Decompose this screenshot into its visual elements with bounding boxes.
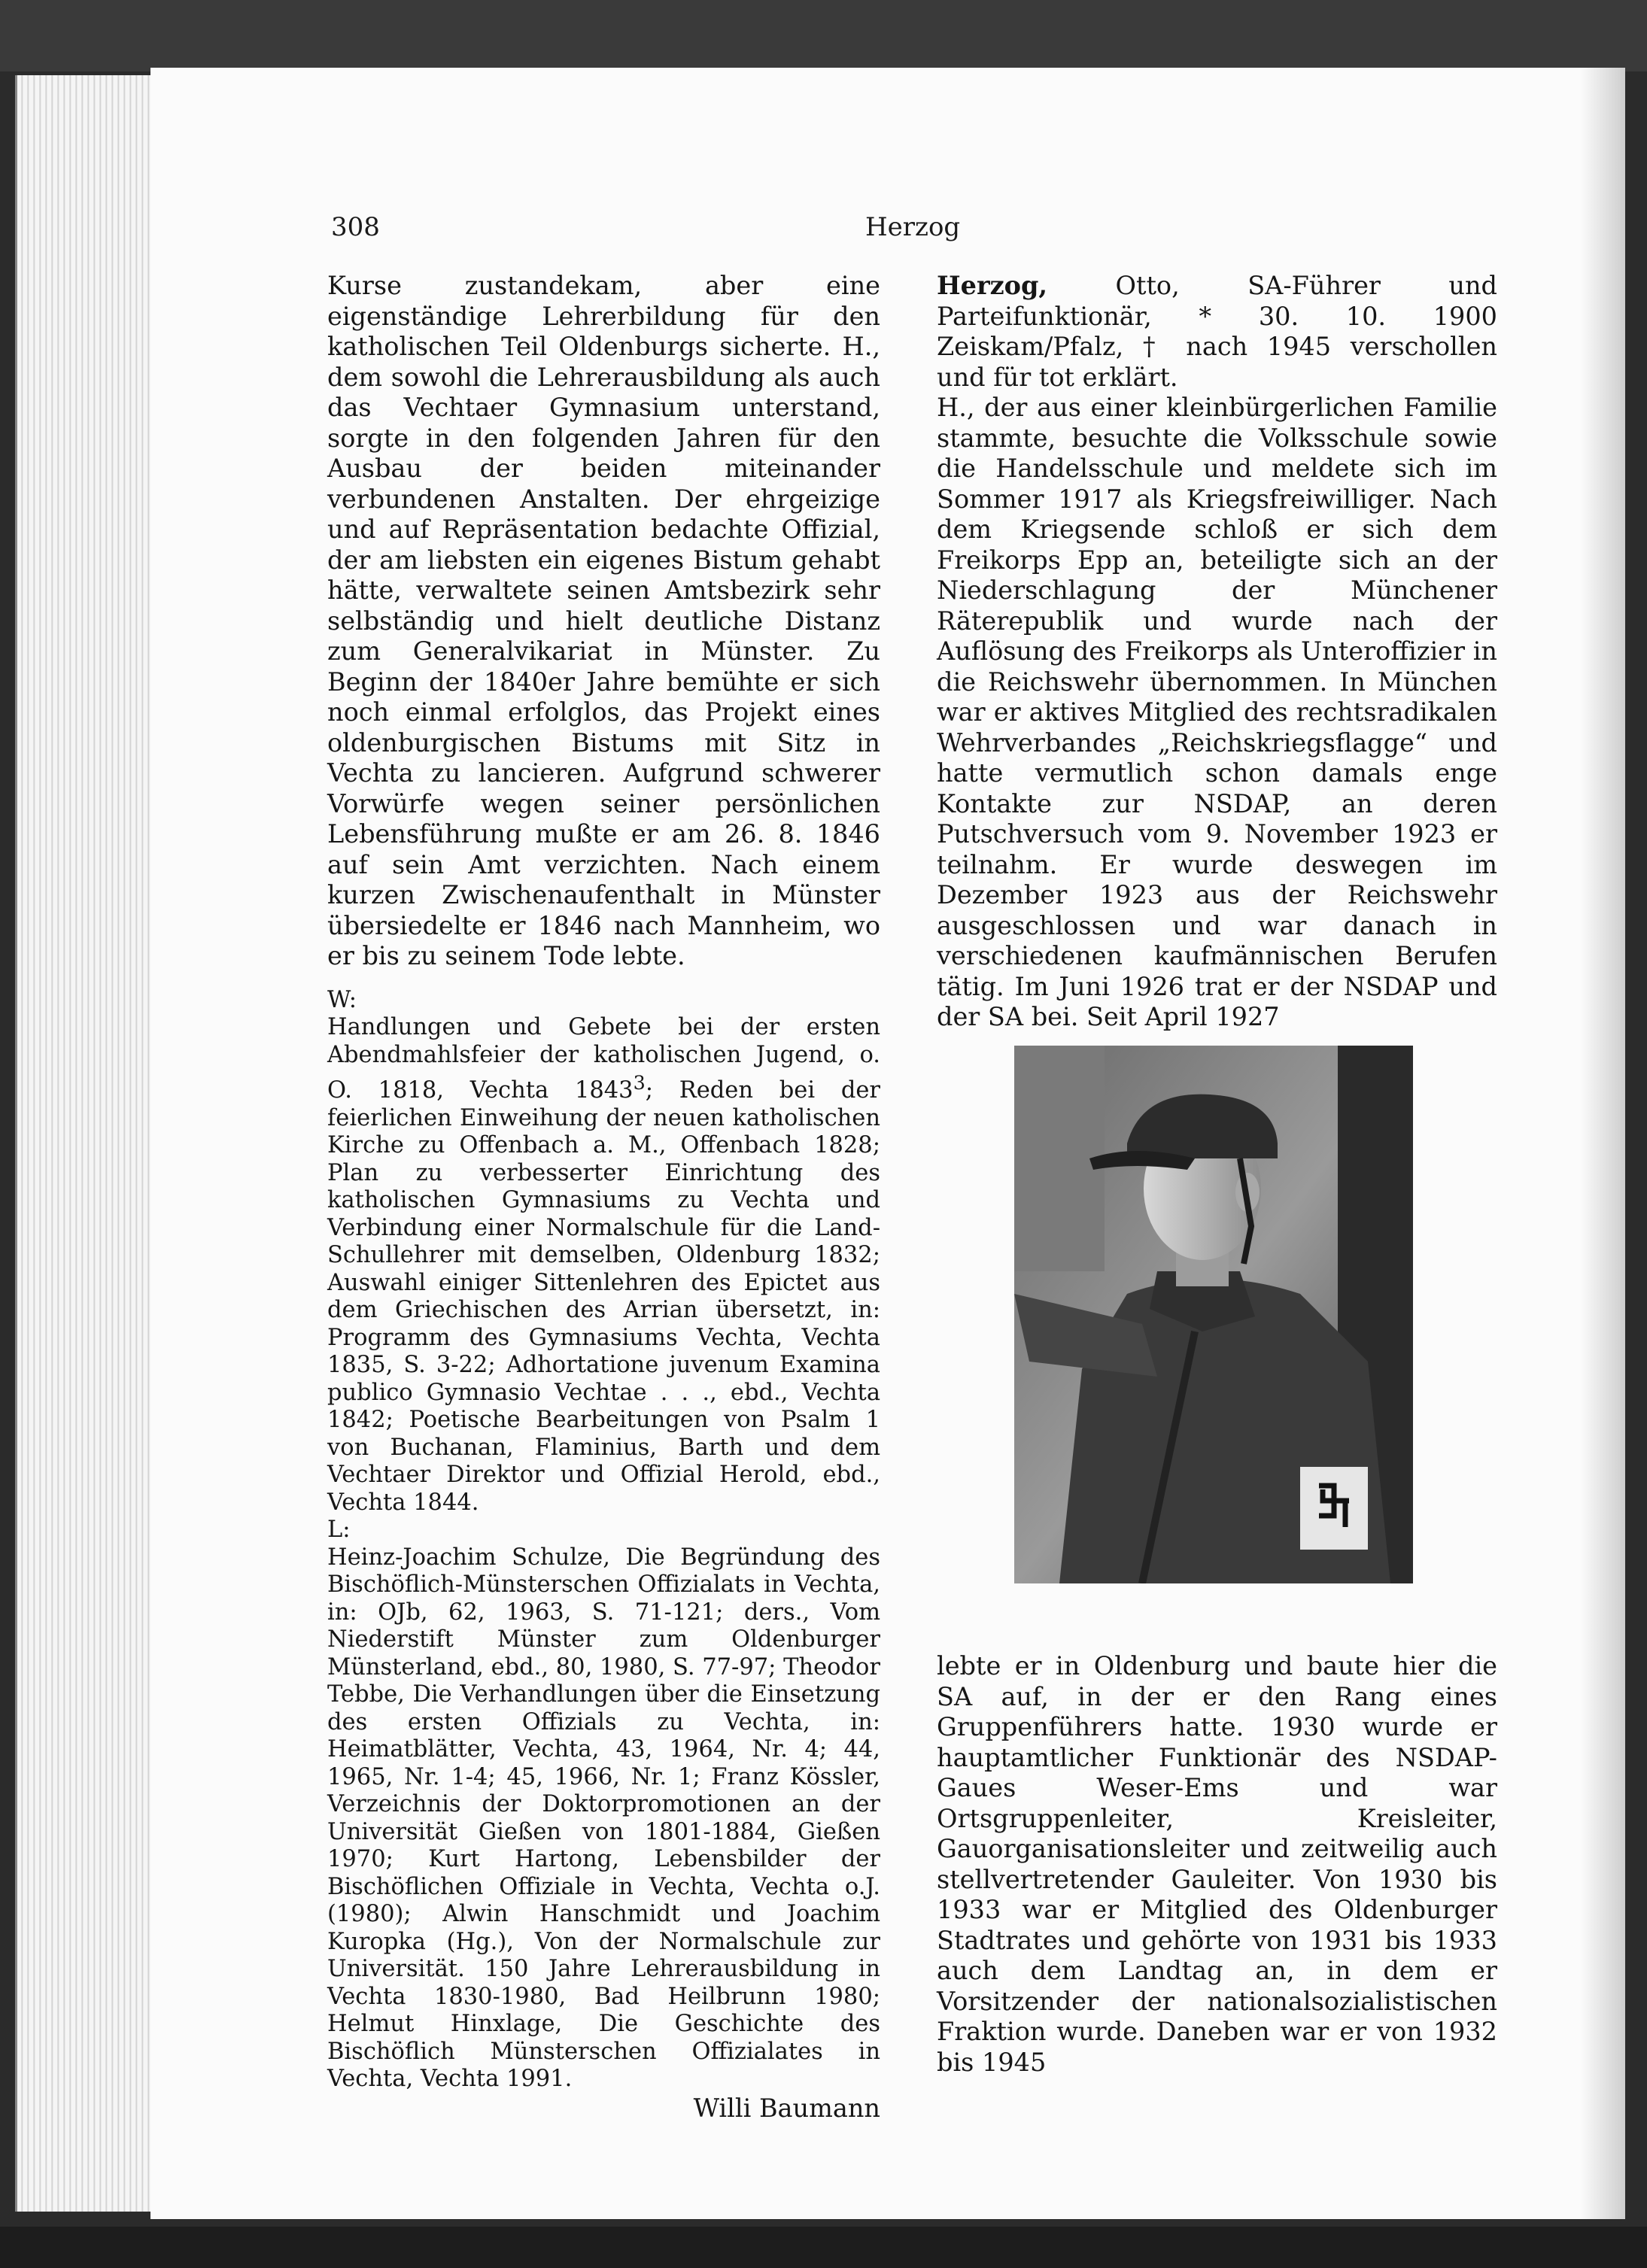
edition-superscript: 3 xyxy=(633,1071,646,1094)
left-column xyxy=(327,271,880,2124)
portrait-photo-image xyxy=(1014,1046,1413,1583)
entry-header xyxy=(937,271,1497,393)
page-gutter-shadow xyxy=(1580,68,1625,2219)
literature-list: Heinz-Joachim Schulze, Die Begründung des Bischöflich-Münsterschen Offizialats in Vechta, in: OJb, 62, 1963, S. 71-121; ders., Vom Niederstift Münster zum Oldenburger Münsterland, ebd., 80, 1980, S. 77-97; Theodor Tebbe, Die Verhandlungen über die Einsetzung des ersten Offizials zu Vechta, in: Heimatblätter, Vechta, 43, 1964, Nr. 4; 44, 1965, Nr. 1-4; 45, 1966, Nr. 1; Franz Kössler, Verzeichnis der Doktorpromotionen an der Universität Gießen von 1801-1884, Gießen 1970; Kurt Hartong, Lebensbilder der Bischöflichen Offiziale in Vechta, Vechta o.J. (1980); Alwin Hanschmidt und Joachim Kuropka (Hg.), Von der Normalschule zur Universität. 150 Jahre Lehrerausbildung in Vechta 1830-1980, Bad Heilbrunn 1980; Helmut Hinxlage, Die Geschichte des Bischöflich Münsterschen Offizialates in Vechta, Vechta 1991. xyxy=(327,1544,880,2093)
entry-intro: Otto, SA-Führer und Parteifunktionär, * 30. 10. 1900 Zeiskam/Pfalz, † nach 1945 verschollen und für tot erklärt. xyxy=(937,271,1497,392)
works-label: W: xyxy=(327,986,357,1013)
portrait-photo xyxy=(1014,1046,1413,1583)
entry-paragraph: Kurse zustandekam, aber eine eigenständige Lehrerbildung für den katholischen Teil Oldenburgs sicherte. H., dem sowohl die Lehrerausbildung als auch das Vechtaer Gymnasium unterstand, sorgte in den folgenden Jahren für den Ausbau der beiden miteinander verbundenen Anstalten. Der ehrgeizige und auf Repräsentation bedachte Offizial, der am liebsten ein eigenes Bistum gehabt hätte, verwaltete seinen Amtsbezirk sehr selbständig und hielt deutliche Distanz zum Generalvikariat in Münster. Zu Beginn der 1840er Jahre bemühte er sich noch einmal erfolglos, das Projekt eines oldenburgischen Bistums mit Sitz in Vechta zu lancieren. Aufgrund schwerer Vorwürfe wegen seiner persönlichen Lebensführung mußte er am 26. 8. 1846 auf sein Amt verzichten. Nach einem kurzen Zwischenaufenthalt in Münster übersiedelte er 1846 nach Mannheim, wo er bis zu seinem Tode lebte. xyxy=(327,271,880,970)
entry-headword: Herzog, xyxy=(937,271,1048,300)
book-cover-top xyxy=(0,0,1647,71)
right-column xyxy=(937,271,1497,1033)
running-title: Herzog xyxy=(865,212,961,242)
works-text-part2: ; Reden bei der feierlichen Einweihung der neuen katholischen Kirche zu Offenbach a. M., Offenbach 1828; Plan zu verbesserter Einrichtung des katholischen Gymnasiums zu Vechta und Verbindung einer Normalschule für die Land-Schullehrer mit demselben, Oldenburg 1832; Auswahl einiger Sittenlehren des Epictet aus dem Griechischen des Arrian übersetzt, in: Programm des Gymnasiums Vechta, Vechta 1835, S. 3-22; Adhortatione juvenum Examina publico Gymnasio Vechtae . . ., ebd., Vechta 1842; Poetische Bearbeitungen von Psalm 1 von Buchanan, Flaminius, Barth und dem Vechtaer Direktor und Offizial Herold, ebd., Vechta 1844. xyxy=(327,1077,880,1516)
spacer xyxy=(327,972,880,987)
entry-paragraph-top: H., der aus einer kleinbürgerlichen Familie stammte, besuchte die Volksschule sowie die Handelsschule und meldete sich im Sommer 1917 als Kriegsfreiwilliger. Nach dem Kriegsende schloß er sich dem Freikorps Epp an, beteiligte sich an der Niederschlagung der Münchener Räterepublik und wurde nach der Auflösung des Freikorps als Unteroffizier in die Reichswehr übernommen. In München war er aktives Mitglied des rechtsradikalen Wehrverbandes „Reichskriegsflagge“ und hatte vermutlich schon damals enge Kontakte zur NSDAP, an deren Putschversuch vom 9. November 1923 er teilnahm. Er wurde deswegen im Dezember 1923 aus der Reichswehr ausgeschlossen und war danach in verschiedenen kaufmännischen Berufen tätig. Im Juni 1926 trat er der NSDAP und der SA bei. Seit April 1927 xyxy=(937,393,1497,1031)
works-text-part1: Handlungen und Gebete bei der ersten Abendmahlsfeier der katholischen Jugend, o. O. 1818, Vechta 1843 xyxy=(327,1014,880,1104)
right-column-continued xyxy=(937,1651,1497,2078)
book-cover-bottom xyxy=(0,2227,1647,2268)
page-number: 308 xyxy=(331,212,380,242)
literature-label: L: xyxy=(327,1517,351,1544)
author-signature: Willi Baumann xyxy=(693,2093,880,2123)
works-list xyxy=(327,1014,880,1517)
book-page-edges xyxy=(15,75,156,2212)
entry-paragraph-bottom: lebte er in Oldenburg und baute hier die SA auf, in der er den Rang eines Gruppenführers hatte. 1930 wurde er hauptamtlicher Funktionär des NSDAP-Gaues Weser-Ems und war Ortsgruppenleiter, Kreisleiter, Gauorganisationsleiter und zeitweilig auch stellvertretender Gauleiter. Von 1930 bis 1933 war er Mitglied des Oldenburger Stadtrates und gehörte von 1931 bis 1933 auch dem Landtag an, in dem er Vorsitzender der nationalsozialistischen Fraktion wurde. Daneben war er von 1932 bis 1945 xyxy=(937,1651,1497,2077)
